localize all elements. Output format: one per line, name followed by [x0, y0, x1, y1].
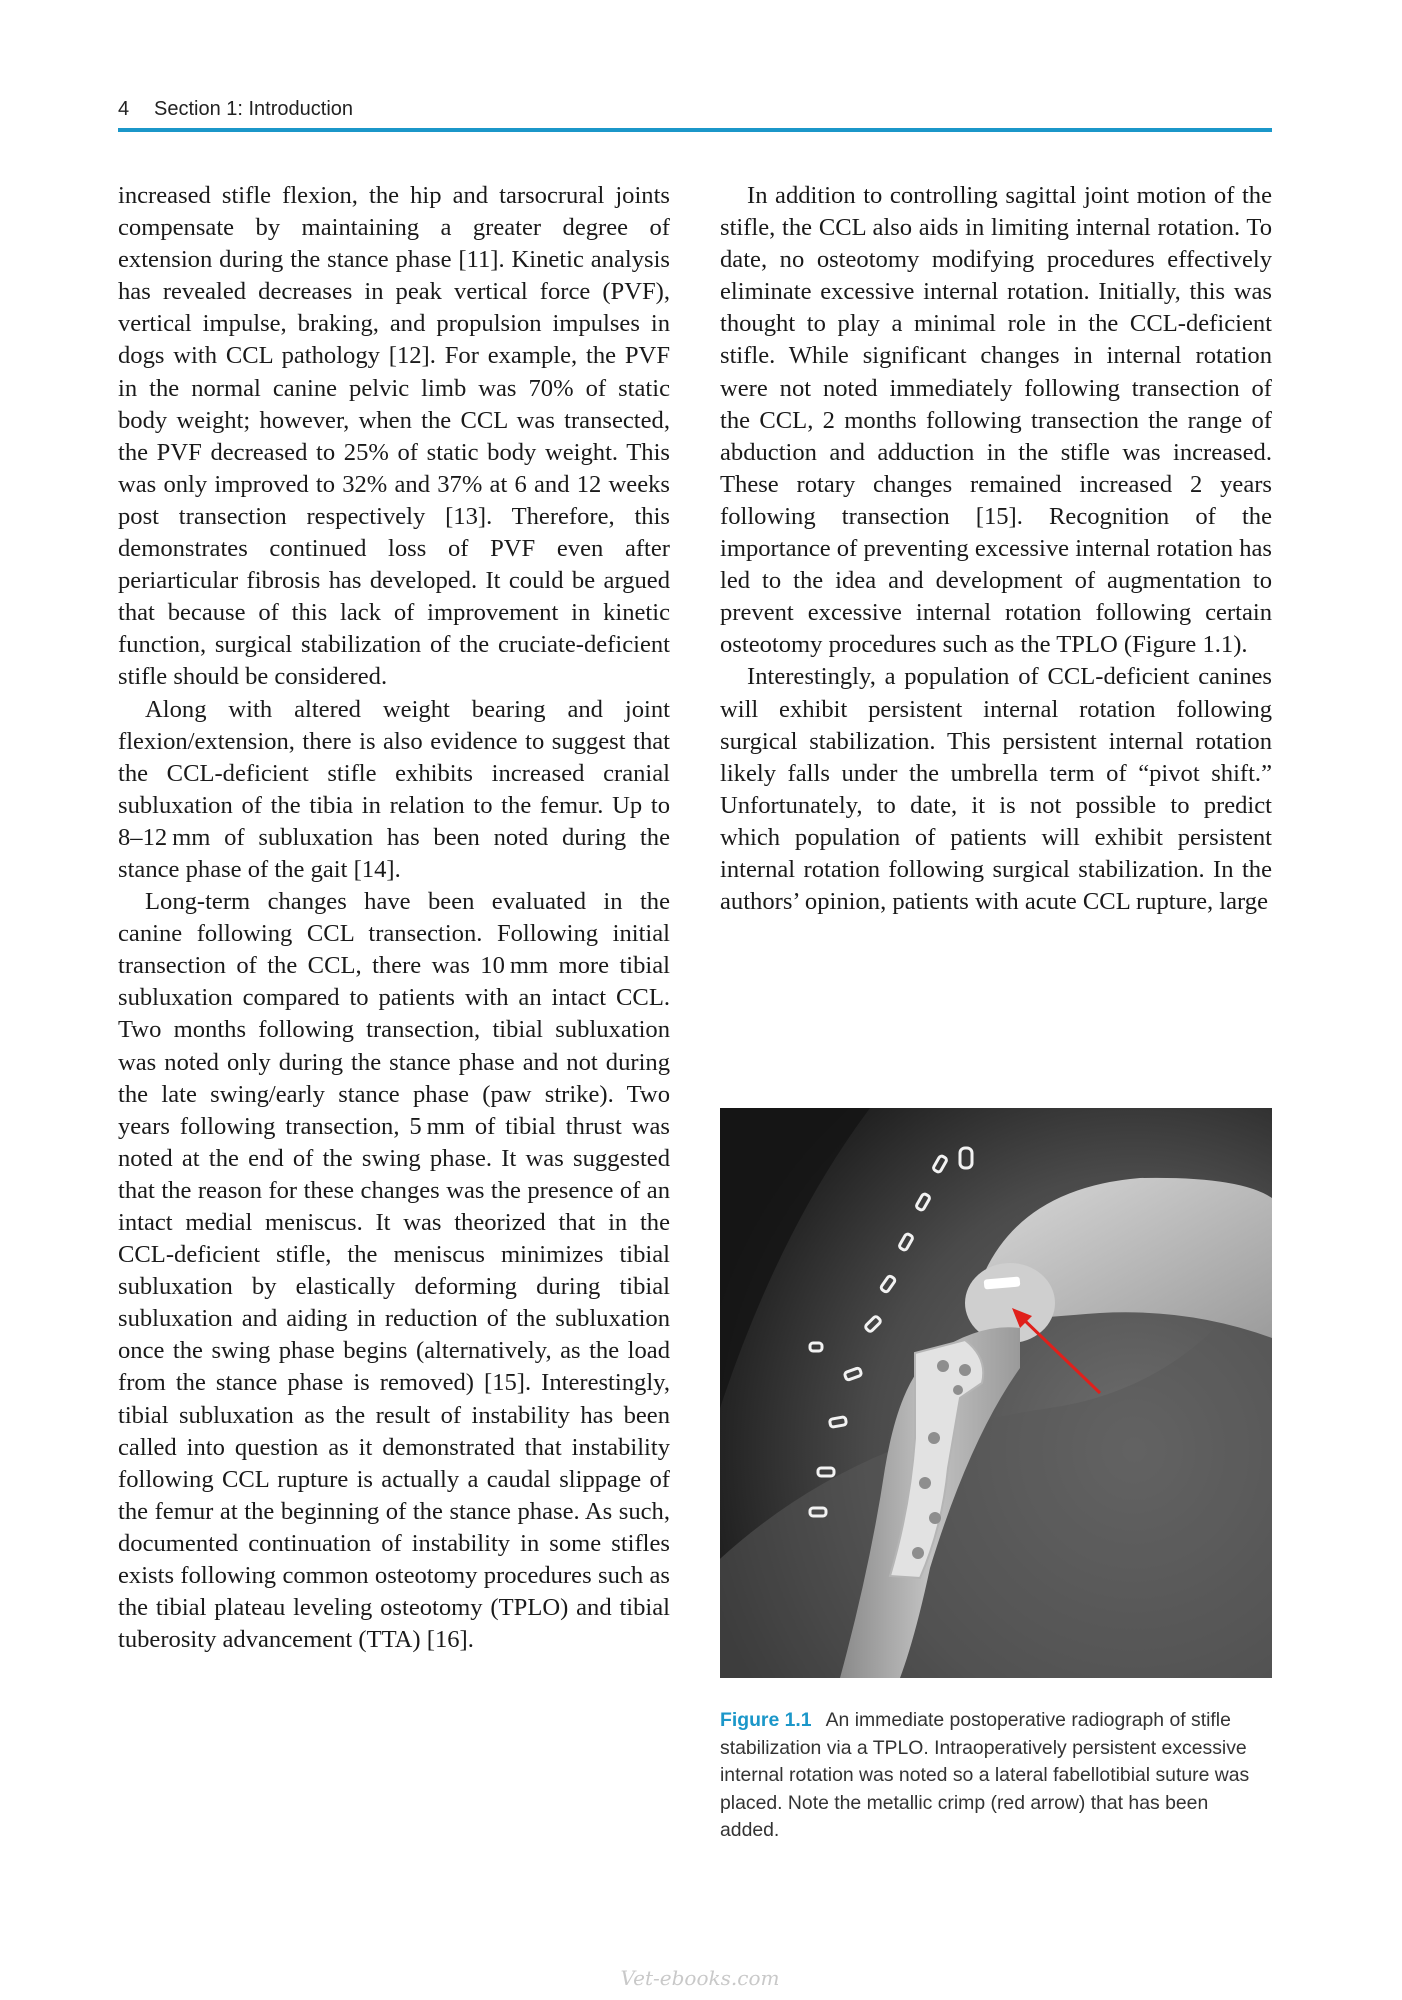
- paragraph: Along with altered weight bearing and joint flexion/extension, there is also evidence to suggest that the CCL-deficient stifle exhibits increased cranial subluxation of the tibia in relation to the femur. Up to 8–12 mm of subluxation has been noted during the stance phase of the gait [14].: [118, 695, 670, 883]
- figure-caption: [720, 1707, 1272, 1845]
- left-column: [118, 180, 670, 1656]
- radiograph-image: [720, 1108, 1272, 1678]
- right-column: [720, 180, 1272, 918]
- caption-text: An immediate postoperative radiograph of stifle stabilization via a TPLO. Intraoperatively persistent excessive internal rotation was noted so a lateral fabellotibial suture was placed. Note the metallic crimp (red arrow) that has been added.: [720, 1709, 1250, 1842]
- paragraph: In addition to controlling sagittal joint motion of the stifle, the CCL also aids in limiting internal rotation. To date, no osteotomy modifying procedures effectively eliminate excessive internal rotation. Initially, this was thought to play a minimal role in the CCL-deficient stifle. While significant changes in internal rotation were not noted immediately following transection of the CCL, 2 months following transection the range of abduction and adduction in the stifle was increased. These rotary changes remained increased 2 years following transection [15]. Recognition of the importance of preventing excessive internal rotation has led to the idea and development of augmentation to prevent excessive internal rotation following certain osteotomy procedures such as the TPLO (Figure 1.1).: [720, 182, 1272, 659]
- radiograph-figure: [720, 1108, 1272, 1678]
- paragraph: increased stifle flexion, the hip and tarsocrural joints compensate by maintaining a greater degree of extension during the stance phase [11]. Kinetic analysis has revealed decreases in peak vertical force (PVF), vertical impulse, braking, and propulsion impulses in dogs with CCL pathology [12]. For example, the PVF in the normal canine pelvic limb was 70% of static body weight; however, when the CCL was transected, the PVF decreased to 25% of static body weight. This was only improved to 32% and 37% at 6 and 12 weeks post transection respectively [13]. Therefore, this demonstrates continued loss of PVF even after periarticular fibrosis has developed. It could be argued that because of this lack of improvement in kinetic function, surgical stabilization of the cruciate-deficient stifle should be considered.: [118, 182, 670, 691]
- page-number: 4: [118, 98, 130, 120]
- header-rule: [118, 128, 1272, 132]
- watermark: Vet-ebooks.com: [620, 1966, 780, 1990]
- figure-label: Figure 1.1: [720, 1709, 812, 1731]
- paragraph: Long-term changes have been evaluated in the canine following CCL transection. Following initial transection of the CCL, there was 10 mm more tibial subluxation compared to patients with an intact CCL. Two months following transection, tibial subluxation was noted only during the stance phase and not during the late swing/early stance phase (paw strike). Two years following transection, 5 mm of tibial thrust was noted at the end of the swing phase. It was suggested that the reason for these changes was the presence of an intact medial meniscus. It was theorized that in the CCL-deficient stifle, the meniscus minimizes tibial subluxation by elastically deforming during tibial subluxation and aiding in reduction of the subluxation once the swing phase begins (alternatively, as the load from the stance phase is removed) [15]. Interestingly, tibial subluxation as the result of instability has been called into question as it demonstrated that instability following CCL rupture is actually a caudal slippage of the femur at the beginning of the stance phase. As such, documented continuation of instability in some stifles exists following common osteotomy procedures such as the tibial plateau leveling osteotomy (TPLO) and tibial tuberosity advancement (TTA) [16].: [118, 888, 670, 1654]
- paragraph: Interestingly, a population of CCL-deficient canines will exhibit persistent internal rotation following surgical stabilization. This persistent internal rotation likely falls under the umbrella term of “pivot shift.” Unfortunately, to date, it is not possible to predict which population of patients will exhibit persistent internal rotation following surgical stabilization. In the authors’ opinion, patients with acute CCL rupture, large: [720, 663, 1272, 916]
- section-title: Section 1: Introduction: [154, 98, 354, 120]
- running-header: [118, 96, 1272, 130]
